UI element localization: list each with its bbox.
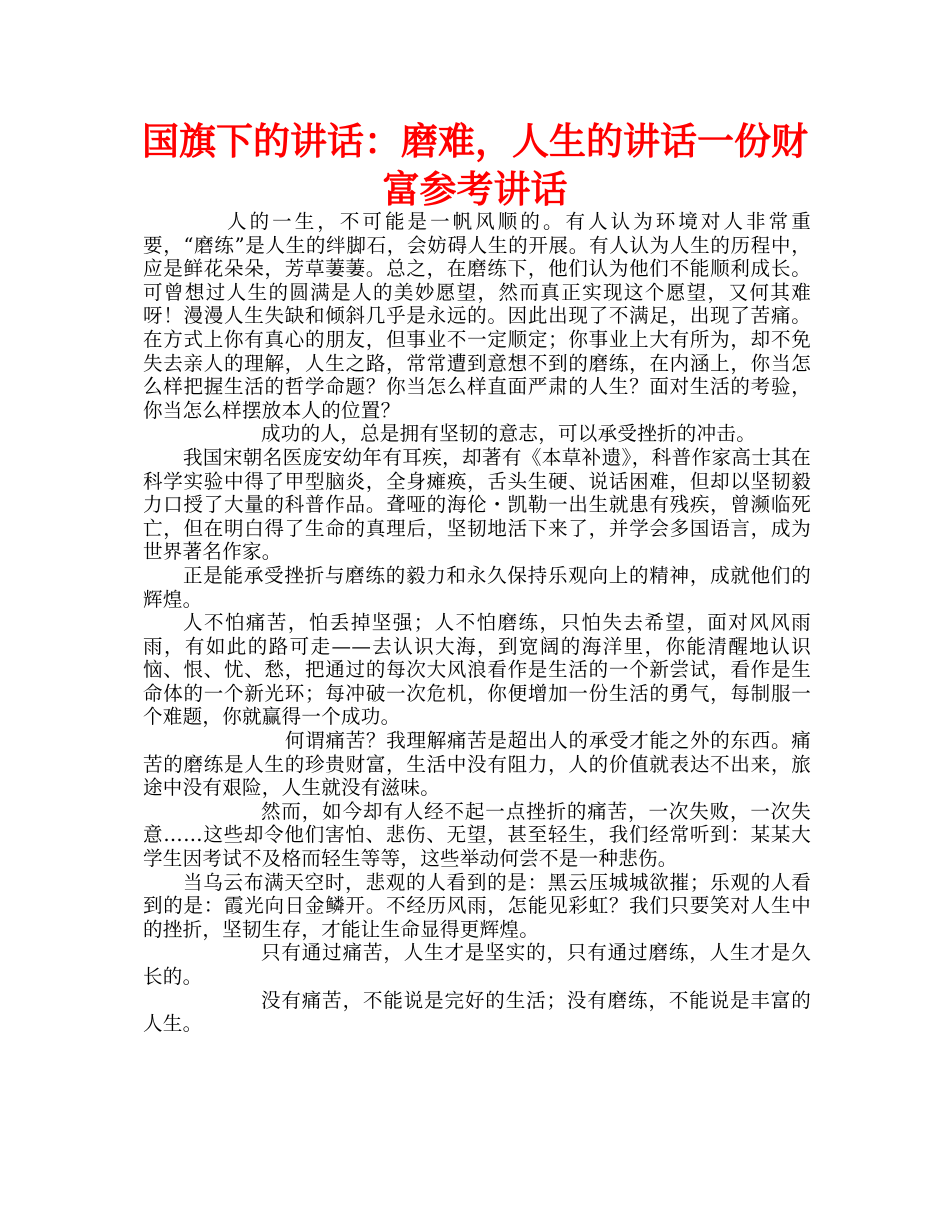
paragraph-8: 当乌云布满天空时，悲观的人看到的是：黑云压城城欲摧；乐观的人看到的是：霞光向日金鳞开。不经历风雨，怎能见彩虹？我们只要笑对人生中的挫折，坚韧生存，才能让生命显得更辉煌。 [143, 870, 811, 941]
paragraph-10: 没有痛苦，不能说是完好的生活；没有磨练，不能说是丰富的人生。 [143, 988, 811, 1036]
page-title: 国旗下的讲话：磨难，人生的讲话一份财富参考讲话 [142, 120, 808, 211]
paragraph-4: 正是能承受挫折与磨练的毅力和永久保持乐观向上的精神，成就他们的辉煌。 [143, 563, 811, 611]
paragraph-7: 然而，如今却有人经不起一点挫折的痛苦，一次失败，一次失意……这些却令他们害怕、悲伤、无望，甚至轻生，我们经常听到：某某大学生因考试不及格而轻生等等，这些举动何尝不是一种悲伤。 [143, 799, 811, 871]
paragraph-1: 人的一生，不可能是一帆风顺的。有人认为环境对人非常重要，“磨练”是人生的绊脚石，会妨碍人生的开展。有人认为人生的历程中，应是鲜花朵朵，芳草萋萋。总之，在磨练下，他们认为他们不能顺利成长。可曾想过人生的圆满是人的美妙愿望，然而真正实现这个愿望，又何其难呀！漫漫人生失缺和倾斜几乎是永远的。因此出现了不满足，出现了苦痛。在方式上你有真心的朋友，但事业不一定顺定；你事业上大有所为，却不免失去亲人的理解，人生之路，常常遭到意想不到的磨练，在内涵上，你当怎么样把握生活的哲学命题？你当怎么样直面严肃的人生？面对生活的考验，你当怎么样摆放本人的位置？ [143, 210, 811, 422]
paragraph-5: 人不怕痛苦，怕丢掉坚强；人不怕磨练，只怕失去希望，面对风风雨雨，有如此的路可走——去认识大海，到宽阔的海洋里，你能清醒地认识恼、恨、忧、愁，把通过的每次大风浪看作是生活的一个新尝试，看作是生命体的一个新光环；每冲破一次危机，你便增加一份生活的勇气，每制服一个难题，你就赢得一个成功。 [143, 611, 811, 729]
paragraph-3: 我国宋朝名医庞安幼年有耳疾，却著有《本草补遗》，科普作家高士其在科学实验中得了甲型脑炎，全身瘫痪，舌头生硬、说话困难，但却以坚韧毅力口授了大量的科普作品。聋哑的海伦・凯勒一出生就患有残疾，曾濒临死亡，但在明白得了生命的真理后，坚韧地活下来了，并学会多国语言，成为世界著名作家。 [143, 445, 811, 564]
paragraph-6: 何谓痛苦？我理解痛苦是超出人的承受才能之外的东西。痛苦的磨练是人生的珍贵财富，生活中没有阻力，人的价值就表达不出来，旅途中没有艰险，人生就没有滋味。 [143, 729, 811, 800]
paragraph-2: 成功的人，总是拥有坚韧的意志，可以承受挫折的冲击。 [261, 422, 757, 446]
document-body [143, 210, 811, 1036]
paragraph-9: 只有通过痛苦，人生才是坚实的，只有通过磨练，人生才是久长的。 [143, 941, 811, 988]
